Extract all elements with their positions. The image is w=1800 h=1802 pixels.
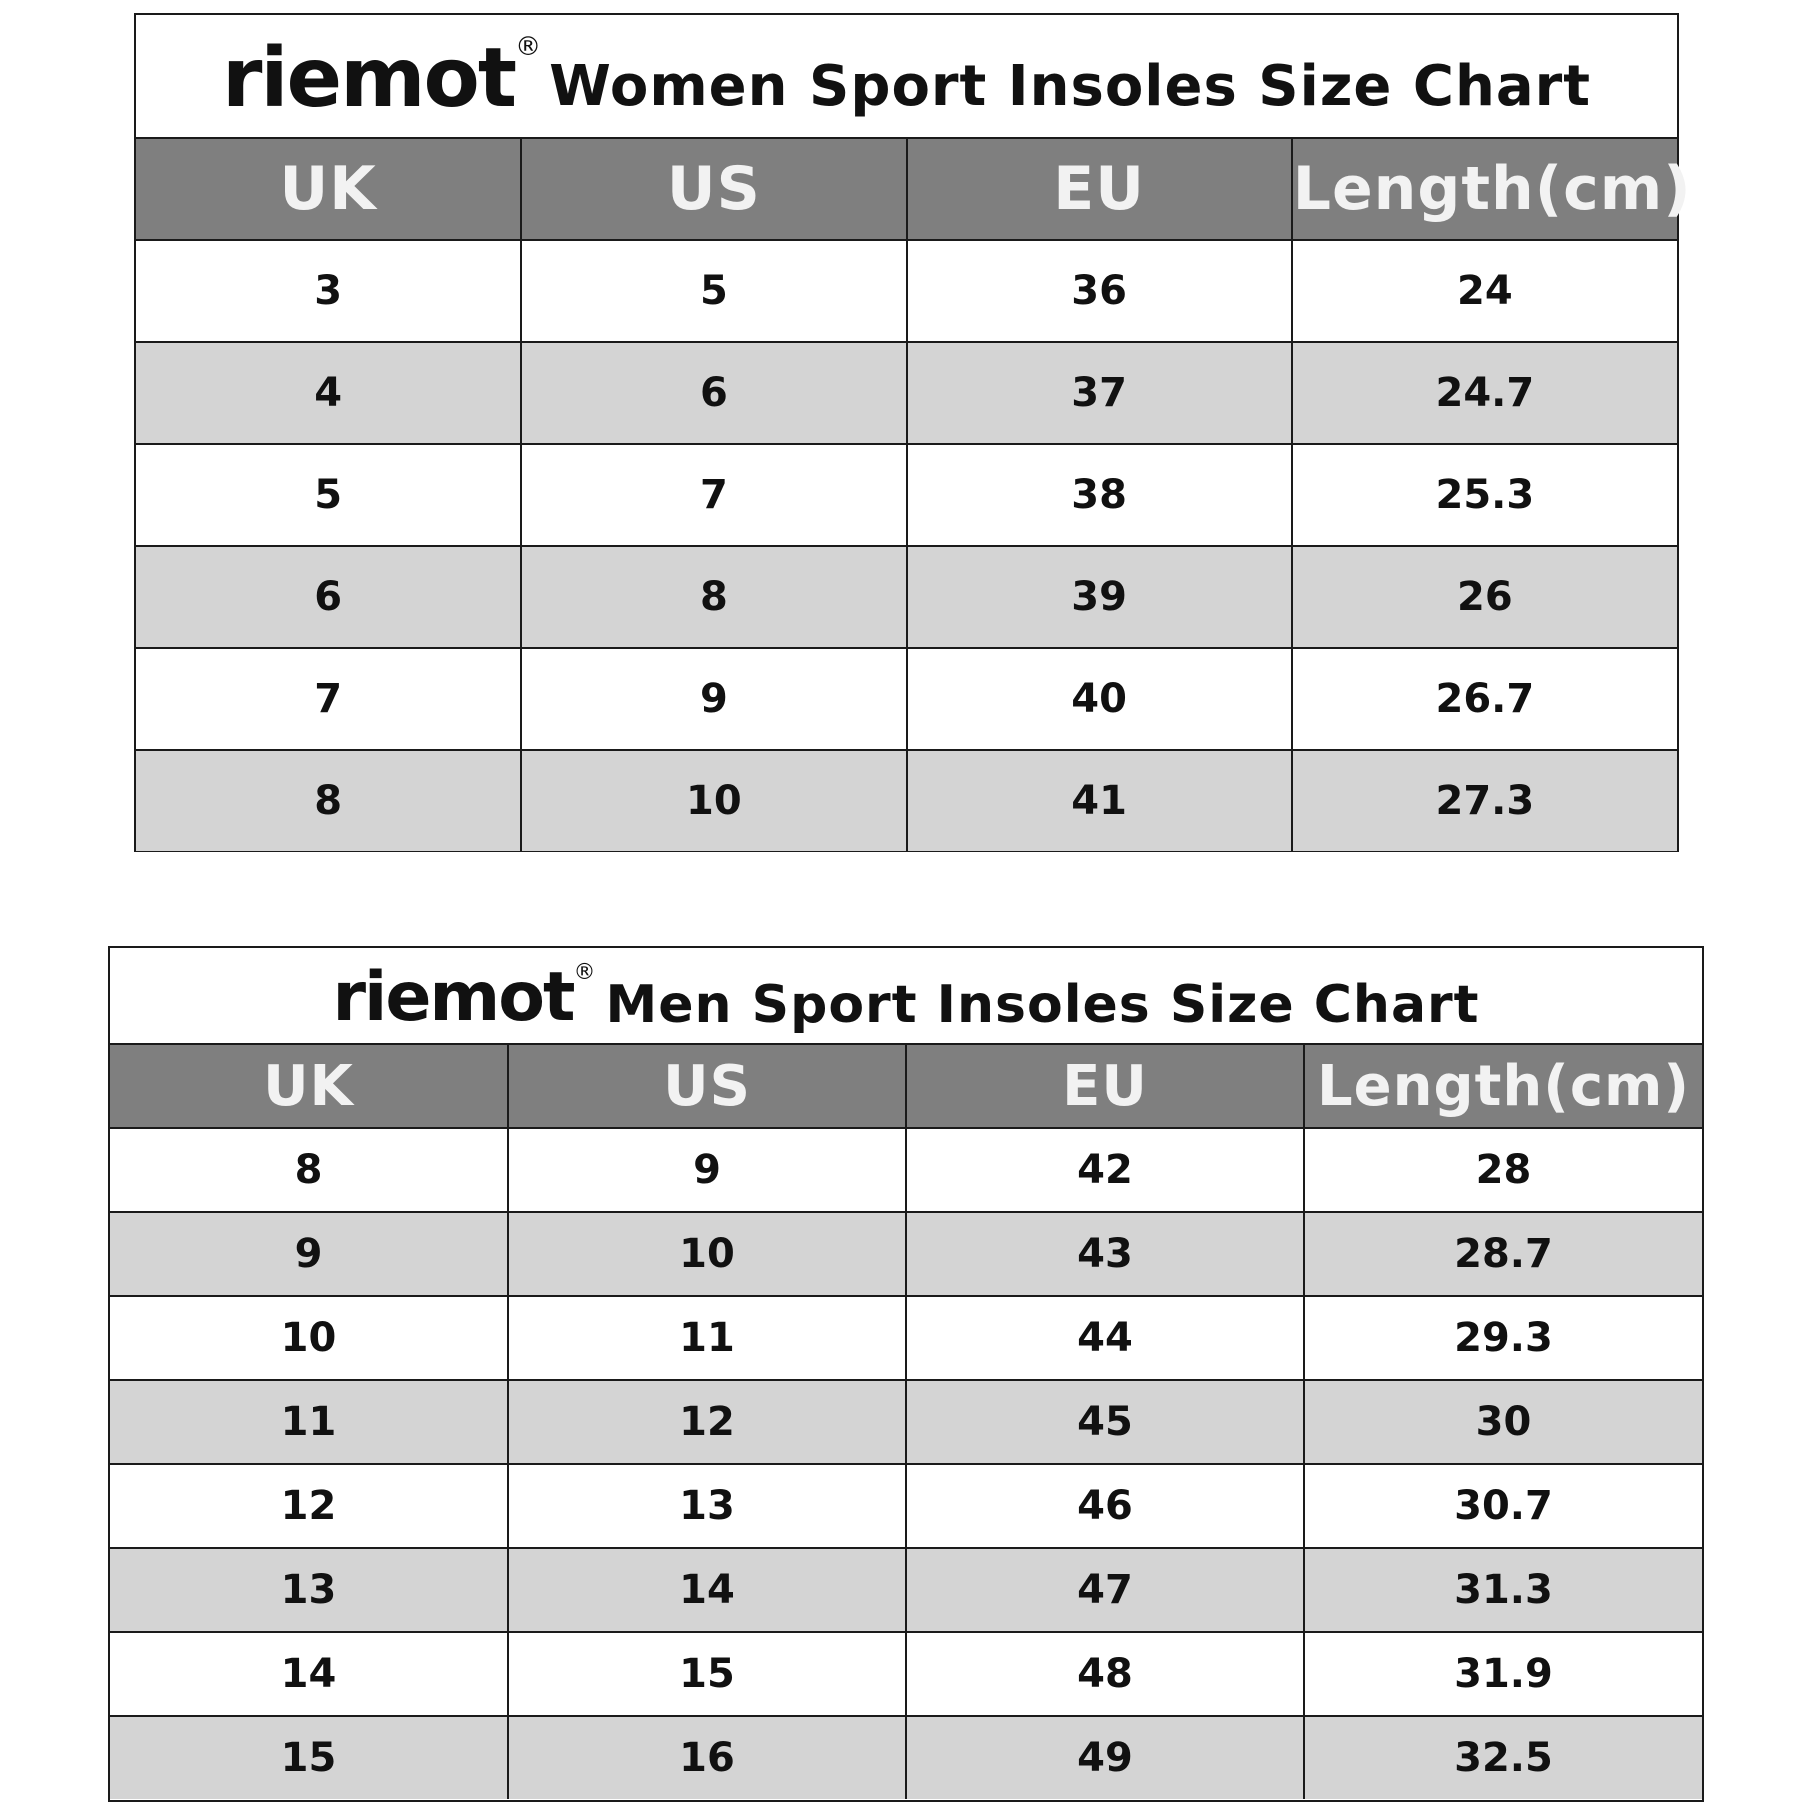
table-row — [110, 1548, 1702, 1632]
cell-eu: 37 — [907, 342, 1292, 444]
cell-uk: 8 — [136, 750, 521, 851]
men-chart-title-row — [110, 948, 1702, 1045]
header-uk: UK — [110, 1045, 508, 1128]
cell-eu: 36 — [907, 240, 1292, 342]
women-size-table — [136, 139, 1692, 851]
cell-length: 27.3 — [1292, 750, 1677, 851]
table-row — [136, 750, 1677, 851]
cell-eu: 42 — [906, 1128, 1304, 1212]
header-uk: UK — [136, 139, 521, 240]
table-row — [136, 240, 1677, 342]
cell-us: 7 — [521, 444, 906, 546]
cell-eu: 46 — [906, 1464, 1304, 1548]
cell-uk: 5 — [136, 444, 521, 546]
brand-logo — [221, 31, 542, 126]
cell-uk: 12 — [110, 1464, 508, 1548]
brand-logo — [332, 957, 596, 1037]
cell-length: 31.3 — [1304, 1548, 1702, 1632]
cell-us: 5 — [521, 240, 906, 342]
cell-eu: 41 — [907, 750, 1292, 851]
cell-length: 25.3 — [1292, 444, 1677, 546]
header-eu: EU — [906, 1045, 1304, 1128]
cell-length: 28 — [1304, 1128, 1702, 1212]
cell-us: 10 — [521, 750, 906, 851]
cell-us: 11 — [508, 1296, 906, 1380]
cell-length: 26.7 — [1292, 648, 1677, 750]
cell-length: 24 — [1292, 240, 1677, 342]
registered-mark-icon: ® — [573, 959, 596, 985]
table-row — [136, 444, 1677, 546]
header-us: US — [521, 139, 906, 240]
cell-us: 9 — [508, 1128, 906, 1212]
men-size-table — [110, 1045, 1702, 1799]
cell-length: 32.5 — [1304, 1716, 1702, 1799]
cell-uk: 8 — [110, 1128, 508, 1212]
men-size-chart — [108, 946, 1704, 1802]
cell-eu: 40 — [907, 648, 1292, 750]
cell-length: 30 — [1304, 1380, 1702, 1464]
table-row — [110, 1296, 1702, 1380]
cell-uk: 13 — [110, 1548, 508, 1632]
cell-length: 30.7 — [1304, 1464, 1702, 1548]
cell-us: 15 — [508, 1632, 906, 1716]
table-row — [110, 1464, 1702, 1548]
header-length: Length(cm) — [1292, 139, 1677, 240]
cell-eu: 49 — [906, 1716, 1304, 1799]
cell-uk: 15 — [110, 1716, 508, 1799]
cell-uk: 14 — [110, 1632, 508, 1716]
cell-eu: 47 — [906, 1548, 1304, 1632]
table-row — [136, 342, 1677, 444]
women-size-chart — [134, 13, 1692, 852]
header-us: US — [508, 1045, 906, 1128]
cell-uk: 4 — [136, 342, 521, 444]
table-row — [110, 1380, 1702, 1464]
cell-us: 12 — [508, 1380, 906, 1464]
brand-logo-text: riemot — [332, 957, 574, 1037]
cell-eu: 43 — [906, 1212, 1304, 1296]
cell-uk: 9 — [110, 1212, 508, 1296]
cell-us: 10 — [508, 1212, 906, 1296]
cell-length: 28.7 — [1304, 1212, 1702, 1296]
header-eu: EU — [907, 139, 1292, 240]
cell-eu: 38 — [907, 444, 1292, 546]
cell-eu: 48 — [906, 1632, 1304, 1716]
table-header-row — [136, 139, 1677, 240]
women-chart-title-row — [136, 15, 1677, 139]
cell-us: 13 — [508, 1464, 906, 1548]
header-length: Length(cm) — [1304, 1045, 1702, 1128]
cell-uk: 6 — [136, 546, 521, 648]
cell-uk: 10 — [110, 1296, 508, 1380]
table-row — [110, 1716, 1702, 1799]
cell-length: 26 — [1292, 546, 1677, 648]
cell-length: 24.7 — [1292, 342, 1677, 444]
women-chart-title: Women Sport Insoles Size Chart — [549, 53, 1592, 119]
table-row — [136, 648, 1677, 750]
table-header-row — [110, 1045, 1702, 1128]
cell-length: 29.3 — [1304, 1296, 1702, 1380]
table-row — [110, 1632, 1702, 1716]
cell-us: 8 — [521, 546, 906, 648]
cell-us: 9 — [521, 648, 906, 750]
cell-us: 16 — [508, 1716, 906, 1799]
table-row — [136, 546, 1677, 648]
men-chart-title: Men Sport Insoles Size Chart — [605, 974, 1480, 1035]
cell-uk: 3 — [136, 240, 521, 342]
brand-logo-text: riemot — [221, 31, 516, 126]
table-row — [110, 1212, 1702, 1296]
table-row — [110, 1128, 1702, 1212]
cell-us: 14 — [508, 1548, 906, 1632]
registered-mark-icon: ® — [515, 32, 542, 62]
cell-uk: 7 — [136, 648, 521, 750]
cell-us: 6 — [521, 342, 906, 444]
cell-eu: 45 — [906, 1380, 1304, 1464]
cell-uk: 11 — [110, 1380, 508, 1464]
cell-length: 31.9 — [1304, 1632, 1702, 1716]
cell-eu: 44 — [906, 1296, 1304, 1380]
cell-eu: 39 — [907, 546, 1292, 648]
